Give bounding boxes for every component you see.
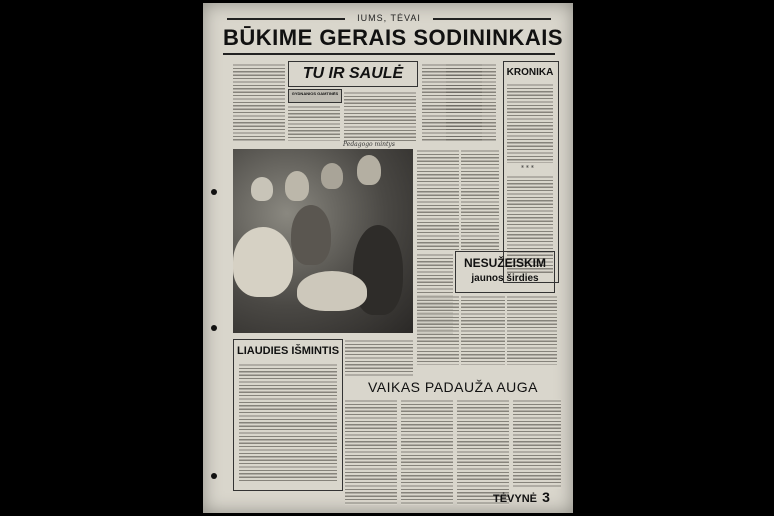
- text-column: [233, 63, 285, 141]
- text-column: [345, 339, 413, 377]
- text-column: [513, 399, 561, 489]
- masthead-title: BŪKIME GERAIS SODININKAIS: [223, 25, 555, 55]
- text-column: [446, 63, 496, 141]
- text-column: [417, 295, 459, 365]
- footer-brand-text: TĖVYNĖ: [493, 493, 538, 505]
- text-column: [461, 295, 505, 365]
- proverbs-text: [239, 363, 337, 483]
- article-title: TU IR SAULĖ: [302, 65, 404, 82]
- photo-caption: Pedagogo mintys: [343, 141, 395, 148]
- footer-brand: [493, 489, 550, 505]
- article-title: NESUŽEISKIM: [463, 256, 546, 270]
- text-column: [344, 91, 416, 141]
- kicker-text: IUMS, TĖVAI: [357, 13, 421, 23]
- sidebar-text: [507, 83, 553, 163]
- page-number: 3: [542, 489, 550, 505]
- text-column: [345, 399, 397, 505]
- sidebar-title: KRONIKA: [506, 67, 554, 78]
- text-column: [507, 295, 557, 365]
- section-kicker: [203, 13, 573, 25]
- text-column: [288, 105, 340, 141]
- text-column: [461, 149, 499, 251]
- sidebar-separator: * * *: [521, 165, 534, 172]
- proverbs-title: LIAUDIES IŠMINTIS: [236, 345, 340, 357]
- binding-hole: [211, 325, 217, 331]
- article-subtitle: jaunos širdies: [471, 273, 539, 284]
- binding-hole: [211, 473, 217, 479]
- article-subhead: GYDNANIOS GAMTINĖS: [291, 91, 339, 96]
- binding-hole: [211, 189, 217, 195]
- news-photo: [233, 149, 413, 333]
- text-column: [401, 399, 453, 505]
- article-title: VAIKAS PADAUŽA AUGA: [367, 379, 539, 395]
- newspaper-page: [203, 3, 573, 513]
- text-column: [417, 149, 459, 251]
